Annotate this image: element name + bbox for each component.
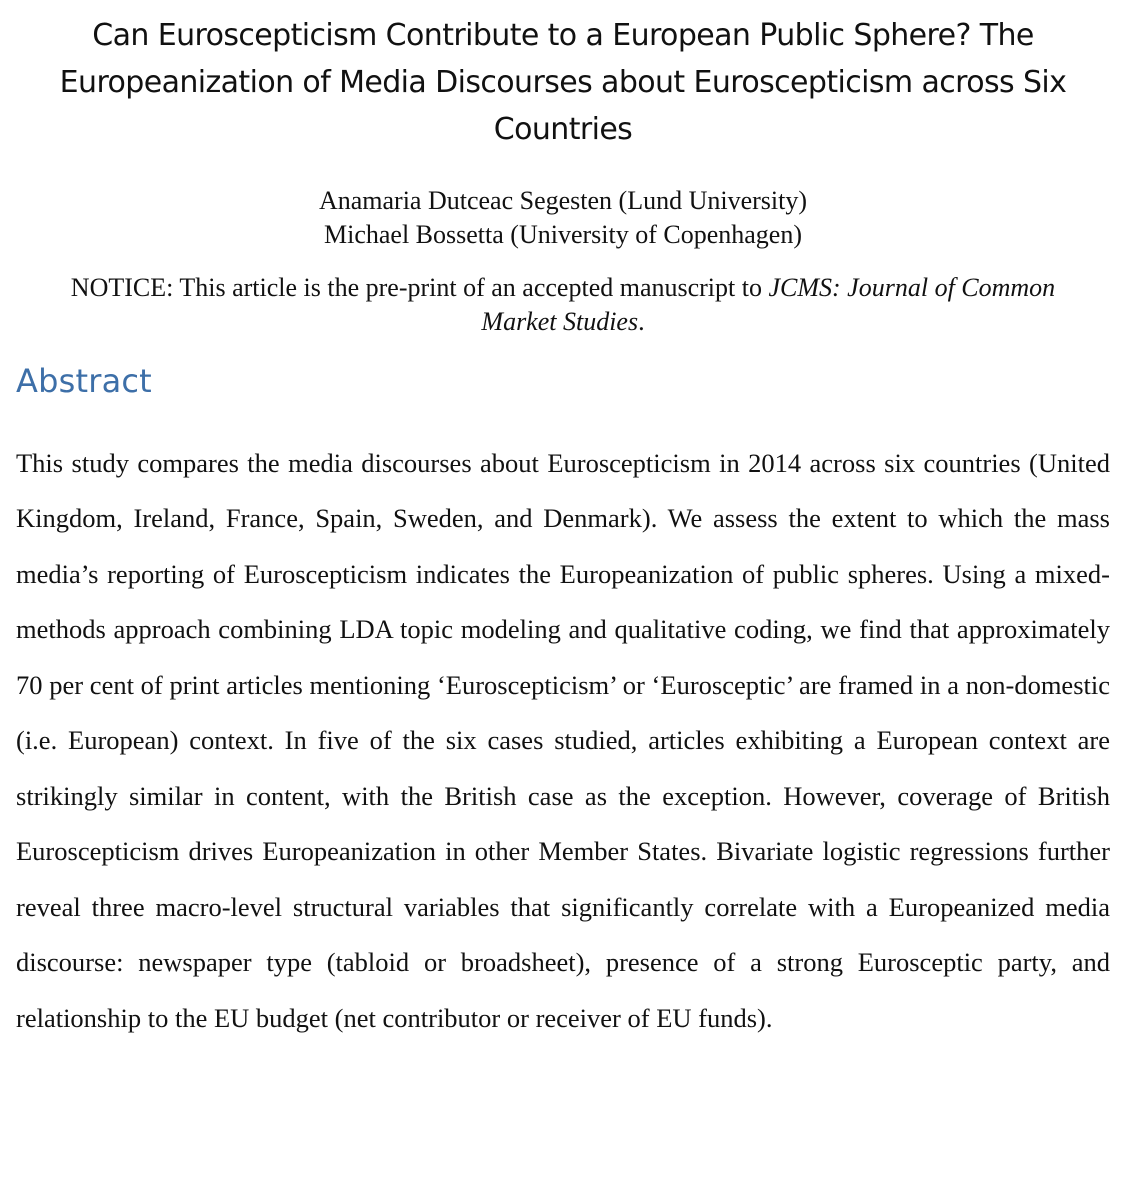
author-list: [16, 184, 1110, 252]
publication-notice: [56, 271, 1070, 339]
author-1: Anamaria Dutceac Segesten (Lund University): [318, 186, 808, 215]
author-2: Michael Bossetta (University of Copenhagen): [324, 220, 802, 249]
paper-title: Can Euroscepticism Contribute to a European Public Sphere? The Europeanization of Media Discourses about Euroscepticism across Six Countries: [59, 18, 1067, 147]
journal-name: JCMS: Journal of Common Market Studies: [481, 273, 1056, 336]
abstract-body: This study compares the media discourses about Euroscepticism in 2014 across six countries (United Kingdom, Ireland, France, Spain, Sweden, and Denmark). We assess the extent to which the mass media’s reporting of Euroscepticism indicates the Europeanization of public spheres. Using a mixed-methods approach combining LDA topic modeling and qualitative coding, we find that approximately 70 per cent of print articles mentioning ‘Euroscepticism’ or ‘Eurosceptic’ are framed in a non-domestic (i.e. European) context. In five of the six cases studied, articles exhibiting a European context are strikingly similar in content, with the British case as the exception. However, coverage of British Euroscepticism drives Europeanization in other Member States. Bivariate logistic regressions further reveal three macro-level structural variables that significantly correlate with a Europeanized media discourse: newspaper type (tabloid or broadsheet), presence of a strong Eurosceptic party, and relationship to the EU budget (net contributor or receiver of EU funds).: [16, 447, 1110, 1033]
notice-suffix: .: [638, 307, 645, 336]
notice-prefix: NOTICE: This article is the pre-print of an accepted manuscript to: [70, 273, 769, 302]
abstract-heading: Abstract: [16, 362, 152, 400]
